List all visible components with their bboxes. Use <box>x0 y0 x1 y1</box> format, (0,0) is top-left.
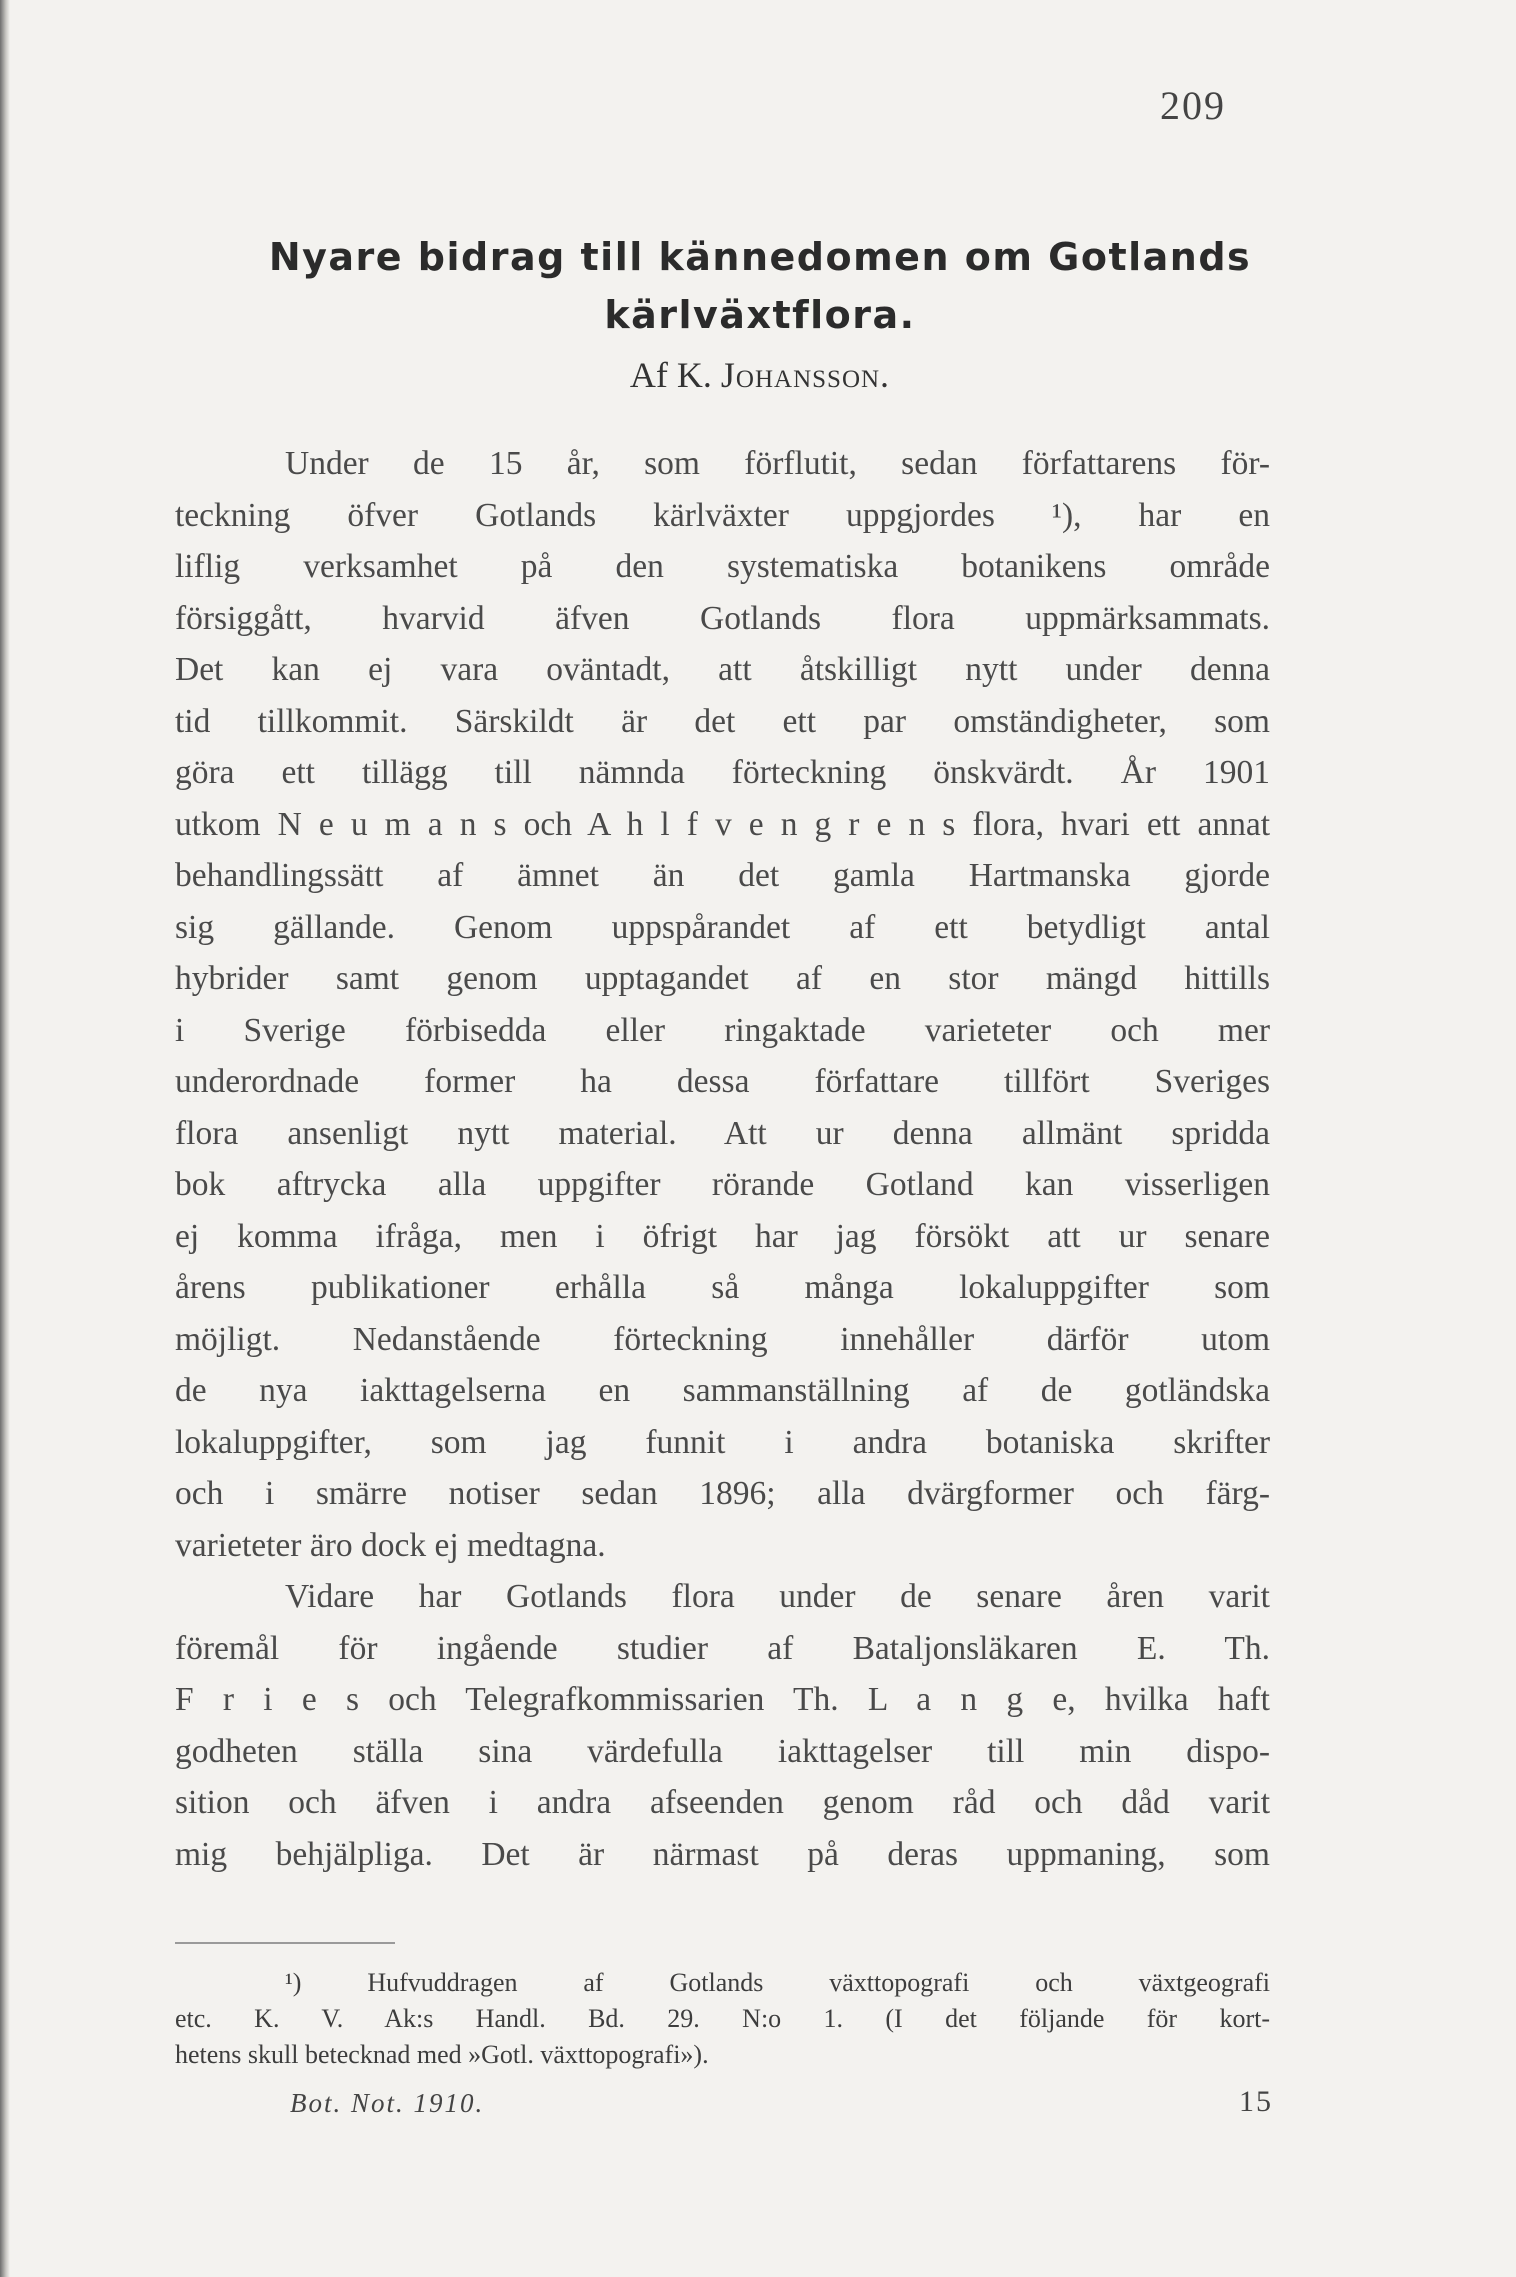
body-line: flora ansenligt nytt material. Att ur denna allmänt spridda <box>175 1114 1270 1152</box>
body-line: sig gällande. Genom uppspårandet af ett betydligt antal <box>175 908 1270 946</box>
sheet-signature: 15 <box>1239 2085 1273 2118</box>
journal-signature: Bot. Not. 1910. <box>290 2088 485 2118</box>
page-edge-shadow <box>0 0 10 2277</box>
page-number: 209 <box>1160 83 1226 128</box>
body-line: göra ett tillägg till nämnda förteckning önskvärdt. År 1901 <box>175 754 1270 791</box>
footnote <box>175 1965 1270 2073</box>
body-line: Vidare har Gotlands flora under de senare åren varit <box>285 1578 1270 1615</box>
body-line: Det kan ej vara oväntadt, att åtskilligt nytt under denna <box>175 651 1270 688</box>
body-line: de nya iakttagelserna en sammanställning af de gotländska <box>175 1372 1270 1409</box>
body-line: i Sverige förbisedda eller ringaktade varieteter och mer <box>175 1011 1270 1049</box>
footnote-line: hetens skull betecknad med »Gotl. växttopografi»). <box>175 2040 709 2069</box>
title-line: Nyare bidrag till kännedomen om Gotlands <box>268 235 1252 279</box>
body-line: årens publikationer erhålla så många lokaluppgifter som <box>175 1269 1270 1306</box>
body-line: godheten ställa sina värdefulla iakttagelser till min dispo- <box>175 1732 1270 1770</box>
body-line: ej komma ifråga, men i öfrigt har jag försökt att ur senare <box>175 1217 1270 1255</box>
body-line: försiggått, hvarvid äfven Gotlands flora uppmärksammats. <box>175 599 1270 637</box>
body-line: F r i e s och Telegrafkommissarien Th. L a n g e, hvilka haft <box>175 1681 1270 1718</box>
body-line: hybrider samt genom upptagandet af en stor mängd hittills <box>175 960 1270 997</box>
body-line: och i smärre notiser sedan 1896; alla dvärgformer och färg- <box>175 1475 1270 1512</box>
body-line: lokaluppgifter, som jag funnit i andra botaniska skrifter <box>175 1423 1270 1461</box>
body-line: varieteter äro dock ej medtagna. <box>175 1526 606 1564</box>
body-line: sition och äfven i andra afseenden genom råd och dåd varit <box>175 1784 1270 1821</box>
body-line: föremål för ingående studier af Bataljonsläkaren E. Th. <box>175 1629 1270 1667</box>
body-line: liflig verksamhet på den systematiska botanikens område <box>175 548 1270 585</box>
body-line: Under de 15 år, som förflutit, sedan författarens för- <box>285 445 1270 482</box>
body-line: teckning öfver Gotlands kärlväxter uppgjordes ¹), har en <box>175 496 1270 534</box>
body-text <box>175 438 1270 1880</box>
author-prefix: Af K. <box>629 355 721 395</box>
body-line: bok aftrycka alla uppgifter rörande Gotland kan visserligen <box>175 1166 1270 1203</box>
body-line: tid tillkommit. Särskildt är det ett par omständigheter, som <box>175 702 1270 740</box>
body-line: underordnade former ha dessa författare tillfört Sveriges <box>175 1063 1270 1100</box>
body-line: behandlingssätt af ämnet än det gamla Hartmanska gjorde <box>175 857 1270 894</box>
body-line: mig behjälpliga. Det är närmast på deras uppmaning, som <box>175 1835 1270 1873</box>
title-line: kärlväxtflora. <box>604 293 916 337</box>
footnote-line: etc. K. V. Ak:s Handl. Bd. 29. N:o 1. (I det följande för kort- <box>175 2004 1270 2033</box>
article-title <box>120 228 1400 344</box>
author-name: Johansson. <box>720 355 891 395</box>
body-line: möjligt. Nedanstående förteckning innehåller därför utom <box>175 1320 1270 1358</box>
footnote-line: ¹) Hufvuddragen af Gotlands växttopografi och växtgeografi <box>285 1968 1270 1997</box>
body-line: utkom N e u m a n s och A h l f v e n g r e n s flora, hvari ett annat <box>175 805 1270 843</box>
author-line <box>120 354 1400 396</box>
footnote-divider <box>175 1942 395 1944</box>
